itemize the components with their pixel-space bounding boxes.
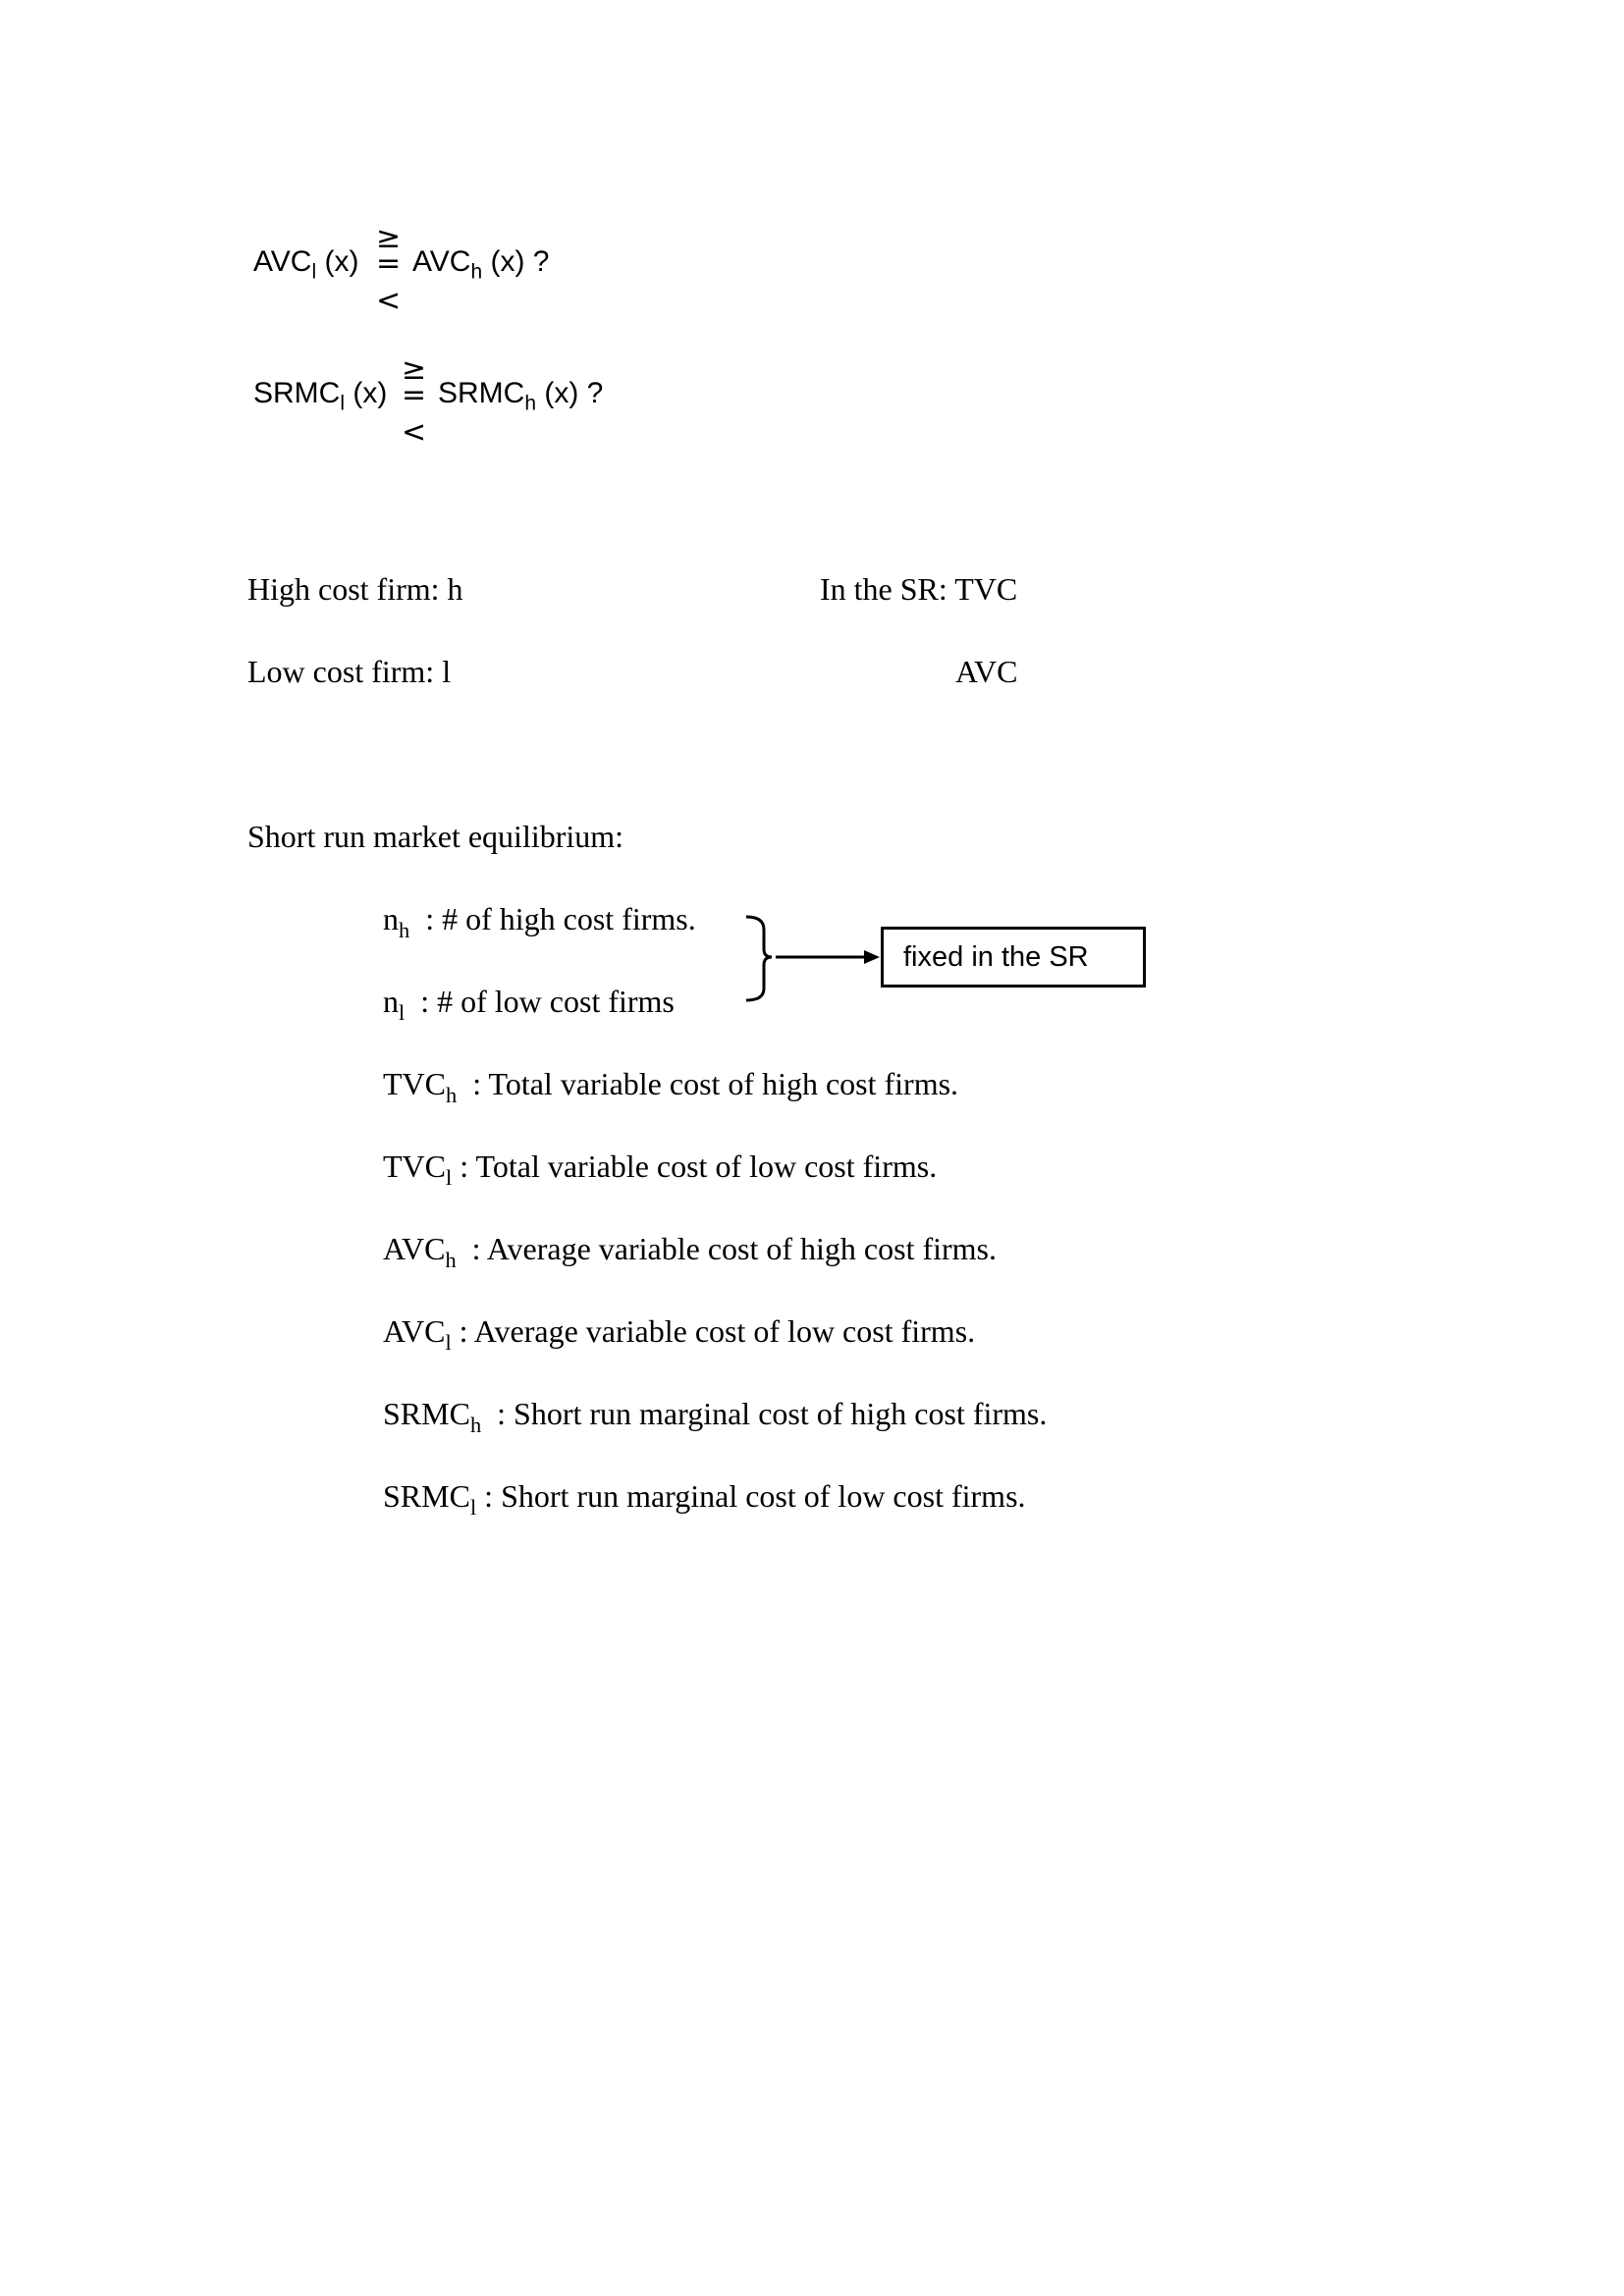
- subscript: h: [445, 1247, 457, 1272]
- sr-note-avc: AVC: [955, 654, 1018, 689]
- definition-avcl: [383, 1313, 976, 1355]
- definition-tvcl: [383, 1148, 938, 1190]
- definition-nh: [383, 901, 696, 942]
- section-title: Short run market equilibrium:: [247, 819, 624, 854]
- brace-arrow-diagram: [736, 908, 884, 1006]
- definition-text: : Average variable cost of low cost firms.: [451, 1313, 976, 1349]
- symbol: AVC: [383, 1231, 446, 1266]
- arrow-head: [864, 950, 880, 964]
- symbol: AVC: [253, 245, 312, 278]
- definition-text: : Average variable cost of high cost firms.: [456, 1231, 997, 1266]
- symbol: n: [383, 984, 399, 1019]
- definition-text: : Total variable cost of low cost firms.: [452, 1148, 938, 1184]
- definition-text: : Short run marginal cost of low cost firms.: [476, 1478, 1026, 1514]
- argument: (x) ?: [536, 377, 604, 409]
- definition-avch: [383, 1231, 997, 1272]
- symbol: AVC: [383, 1313, 446, 1349]
- subscript: l: [445, 1329, 452, 1355]
- subscript: h: [524, 392, 537, 415]
- comparison-left: [253, 245, 359, 284]
- symbol: TVC: [383, 1148, 446, 1184]
- symbol: TVC: [383, 1066, 446, 1101]
- subscript: l: [311, 260, 317, 284]
- relation-top: ≥: [376, 221, 402, 255]
- right-brace: [746, 917, 772, 1000]
- subscript: l: [340, 392, 346, 415]
- argument: (x) ?: [482, 245, 550, 278]
- comparison-right: [438, 377, 604, 415]
- subscript: h: [470, 260, 483, 284]
- high-cost-firm-label: High cost firm: h: [247, 571, 463, 607]
- sr-note-tvc: In the SR: TVC: [820, 571, 1018, 607]
- definition-nl: [383, 984, 675, 1025]
- definition-text: : Total variable cost of high cost firms.: [457, 1066, 959, 1101]
- symbol: AVC: [412, 245, 471, 278]
- definition-text: : # of low cost firms: [405, 984, 675, 1019]
- subscript: l: [399, 999, 406, 1025]
- definition-tvch: [383, 1066, 959, 1107]
- symbol: SRMC: [253, 377, 341, 409]
- argument: (x): [316, 245, 359, 278]
- low-cost-firm-label: Low cost firm: l: [247, 654, 452, 689]
- relation-middle: =: [376, 246, 402, 281]
- subscript: h: [469, 1412, 482, 1437]
- definition-text: : # of high cost firms.: [409, 901, 696, 936]
- definition-text: : Short run marginal cost of high cost firms.: [481, 1396, 1048, 1431]
- relation-top: ≥: [402, 352, 427, 387]
- subscript: h: [399, 917, 410, 942]
- argument: (x): [345, 377, 388, 409]
- relation-bottom: <: [376, 284, 402, 318]
- symbol: n: [383, 901, 399, 936]
- subscript: l: [446, 1164, 453, 1190]
- relation-middle: =: [402, 378, 427, 412]
- symbol: SRMC: [383, 1478, 470, 1514]
- subscript: h: [446, 1082, 458, 1107]
- symbol: SRMC: [383, 1396, 470, 1431]
- comparison-left: [253, 377, 388, 415]
- symbol: SRMC: [438, 377, 525, 409]
- fixed-in-sr-box: fixed in the SR: [881, 927, 1146, 988]
- definition-srmcl: [383, 1478, 1026, 1520]
- relation-bottom: <: [402, 415, 427, 450]
- subscript: l: [469, 1494, 477, 1520]
- definition-srmch: [383, 1396, 1048, 1437]
- comparison-right: [412, 245, 550, 284]
